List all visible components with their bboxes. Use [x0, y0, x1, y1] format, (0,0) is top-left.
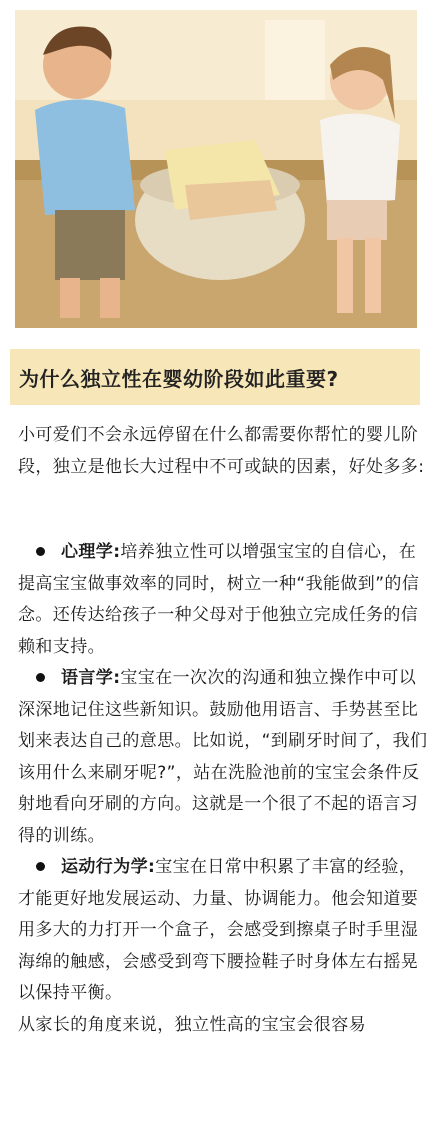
- bullet-dot-icon: [36, 547, 45, 556]
- bullet-term: 语言学:: [61, 668, 121, 688]
- bullet-term: 运动行为学:: [61, 857, 156, 877]
- children-carrying-laundry-basket-illustration: [15, 10, 417, 328]
- article-body: [18, 420, 428, 1041]
- bullet-dot-icon: [36, 862, 45, 871]
- section-heading-bar: [10, 349, 420, 405]
- bullet-dot-icon: [36, 673, 45, 682]
- section-heading: 为什么独立性在婴幼阶段如此重要?: [19, 366, 339, 391]
- bullet-motor-behavior: [18, 852, 428, 1010]
- bullet-linguistics: [18, 663, 428, 852]
- intro-paragraph: 小可爱们不会永远停留在什么都需要你帮忙的婴儿阶段，独立是他长大过程中不可或缺的因素，好处多多:: [18, 425, 425, 477]
- children-laundry-photo: [15, 10, 417, 328]
- bullet-text: 宝宝在日常中积累了丰富的经验，才能更好地发展运动、力量、协调能力。他会知道要用多大的力打开一个盒子，会感受到擦桌子时手里湿海绵的触感，会感受到弯下腰捡鞋子时身体左右摇晃以保持平衡。: [18, 857, 419, 1003]
- bullet-psychology: [18, 537, 428, 663]
- bullet-text: 宝宝在一次次的沟通和独立操作中可以深深地记住这些新知识。鼓励他用语言、手势甚至比划来表达自己的意思。比如说，“到刷牙时间了，我们该用什么来刷牙呢?”，站在洗脸池前的宝宝会条件反射地看向牙刷的方向。这就是一个很了不起的语言习得的训练。: [18, 668, 428, 846]
- closing-paragraph: 从家长的角度来说，独立性高的宝宝会很容易: [18, 1014, 366, 1035]
- paragraph-gap: [18, 483, 428, 537]
- bullet-text: 培养独立性可以增强宝宝的自信心，在提高宝宝做事效率的同时，树立一种“我能做到”的信念。还传达给孩子一种父母对于他独立完成任务的信赖和支持。: [18, 542, 420, 657]
- bullet-term: 心理学:: [61, 542, 121, 562]
